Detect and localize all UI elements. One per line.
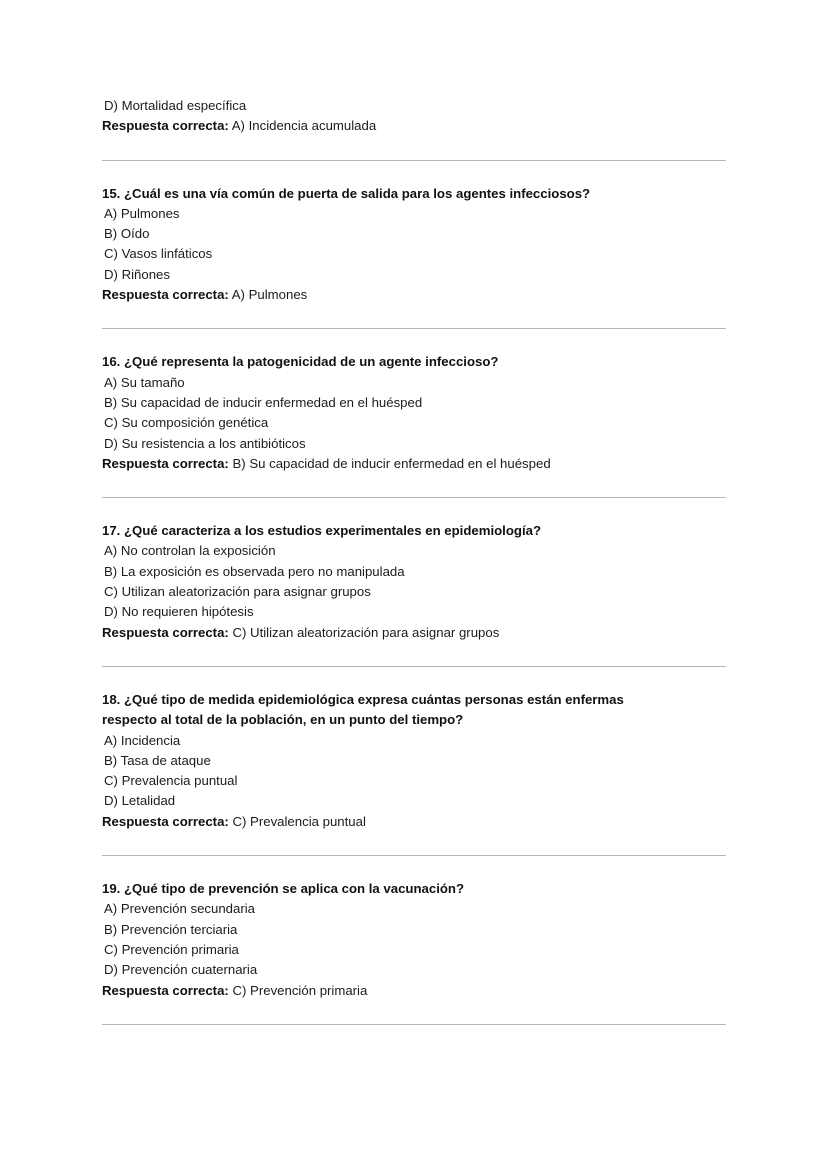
section-separator	[102, 137, 727, 184]
question-stem: 18. ¿Qué tipo de medida epidemiológica expresa cuántas personas están enfermas	[102, 691, 624, 707]
option-item: D) Riñones	[104, 266, 170, 282]
answer-label: Respuesta correcta:	[102, 287, 229, 303]
question-block-17	[102, 521, 727, 643]
answer-label: Respuesta correcta:	[102, 982, 229, 998]
section-separator	[102, 474, 727, 521]
document-body	[102, 96, 727, 1048]
question-block-18	[102, 690, 727, 832]
answer-value: C) Prevención primaria	[228, 982, 368, 998]
option-item: C) Su composición genética	[104, 415, 269, 431]
answer-row	[102, 981, 727, 1001]
answer-value: B) Su capacidad de inducir enfermedad en el huésped	[228, 455, 551, 471]
option-item: D) No requieren hipótesis	[104, 604, 254, 620]
continued-question-block	[102, 96, 727, 137]
option-item: B) Oído	[104, 226, 150, 242]
answer-label: Respuesta correcta:	[102, 813, 229, 829]
answer-row	[102, 812, 727, 832]
option-item: A) Su tamaño	[104, 374, 185, 390]
option-item: D) Su resistencia a los antibióticos	[104, 435, 306, 451]
question-stem: 15. ¿Cuál es una vía común de puerta de salida para los agentes infecciosos?	[102, 185, 591, 201]
divider-line	[102, 855, 726, 856]
answer-value: C) Utilizan aleatorización para asignar grupos	[228, 624, 500, 640]
question-block-16	[102, 352, 727, 474]
option-item: C) Prevención primaria	[104, 941, 239, 957]
section-separator	[102, 1001, 727, 1048]
option-item: C) Prevalencia puntual	[104, 773, 238, 789]
divider-line	[102, 328, 726, 329]
divider-line	[102, 1024, 726, 1025]
option-item: C) Vasos linfáticos	[104, 246, 213, 262]
answer-row	[102, 454, 727, 474]
divider-line	[102, 497, 726, 498]
divider-line	[102, 160, 726, 161]
option-item: D) Mortalidad específica	[104, 98, 247, 113]
option-item: C) Utilizan aleatorización para asignar grupos	[104, 584, 371, 600]
question-stem: 19. ¿Qué tipo de prevención se aplica con la vacunación?	[102, 881, 465, 897]
answer-label: Respuesta correcta:	[102, 624, 229, 640]
divider-line	[102, 666, 726, 667]
answer-label: Respuesta correcta:	[102, 118, 229, 134]
answer-value: C) Prevalencia puntual	[228, 813, 366, 829]
question-block-19	[102, 879, 727, 1001]
option-item: B) Su capacidad de inducir enfermedad en el huésped	[104, 394, 423, 410]
answer-row	[102, 623, 727, 643]
answer-row	[102, 285, 727, 305]
question-block-15	[102, 184, 727, 306]
option-item: A) Incidencia	[104, 732, 181, 748]
option-item: D) Letalidad	[104, 793, 176, 809]
section-separator	[102, 305, 727, 352]
option-item: B) Tasa de ataque	[104, 752, 211, 768]
section-separator	[102, 643, 727, 690]
question-stem: 16. ¿Qué representa la patogenicidad de un agente infeccioso?	[102, 354, 499, 370]
answer-value: A) Incidencia acumulada	[228, 118, 377, 134]
section-separator	[102, 832, 727, 879]
option-item: B) Prevención terciaria	[104, 921, 238, 937]
question-stem: 17. ¿Qué caracteriza a los estudios experimentales en epidemiología?	[102, 523, 542, 539]
option-item: B) La exposición es observada pero no manipulada	[104, 563, 405, 579]
answer-label: Respuesta correcta:	[102, 455, 229, 471]
option-item: A) No controlan la exposición	[104, 543, 276, 559]
option-item: A) Pulmones	[104, 205, 180, 221]
answer-row	[102, 116, 727, 136]
option-item: A) Prevención secundaria	[104, 901, 256, 917]
question-stem-continuation: respecto al total de la población, en un punto del tiempo?	[102, 712, 464, 728]
answer-value: A) Pulmones	[228, 287, 308, 303]
option-item: D) Prevención cuaternaria	[104, 962, 258, 978]
